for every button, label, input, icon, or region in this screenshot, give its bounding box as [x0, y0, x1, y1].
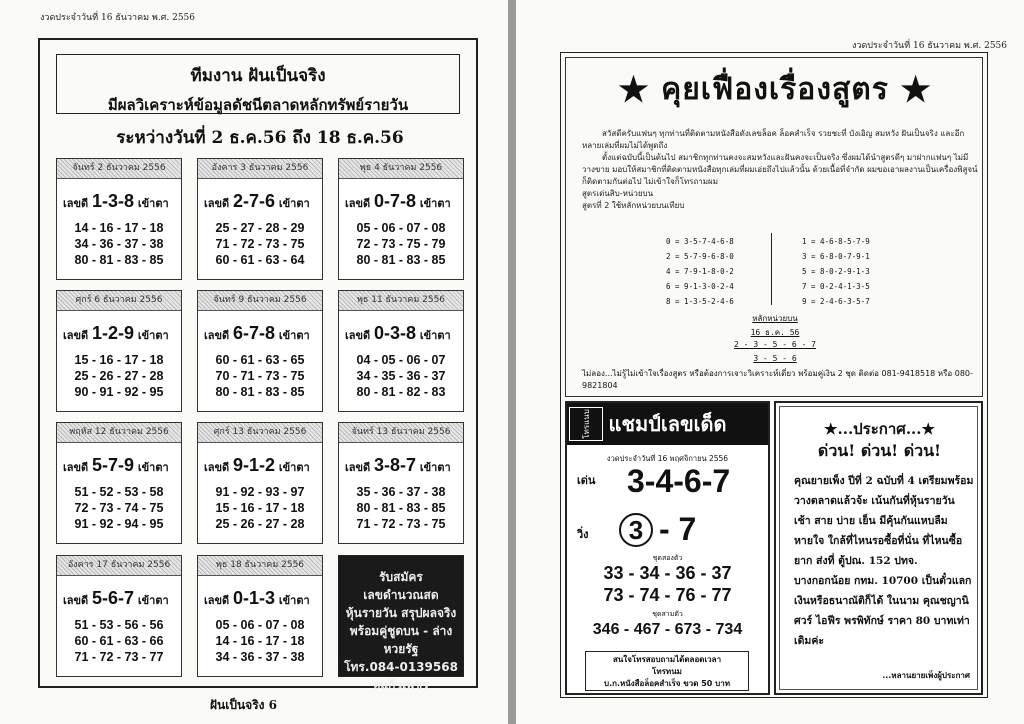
lead-prefix: เลขดี	[204, 594, 230, 607]
cell-date: พุธ 18 ธันวาคม 2556	[198, 556, 322, 576]
center-date: 16 ธ.ค. 56	[750, 328, 800, 337]
formula-row: 6 = 9-1-3-0-2-4	[666, 282, 734, 291]
lead-suffix: เข้าตา	[419, 329, 451, 342]
number-row: 34 - 35 - 36 - 37	[356, 369, 446, 383]
cell-lead	[63, 588, 181, 609]
formula-row: 5 = 8-0-2-9-1-3	[802, 267, 870, 276]
formula-row: 3 = 6-8-0-7-9-1	[802, 252, 870, 261]
number-row: 80 - 81 - 83 - 85	[356, 253, 446, 267]
two-digit-label: ชุดสองตัว	[652, 554, 683, 562]
lead-prefix: เลขดี	[63, 197, 89, 210]
lead-suffix: เข้าตา	[419, 461, 451, 474]
formula-divider	[771, 233, 772, 305]
number-row: 60 - 61 - 63 - 65	[215, 353, 305, 367]
contact-text: ไม่ลอง...ไม่รู้ไม่เข้าใจเรื่องสูตร หรือต้องการเจาะวิเคราะห์เดี่ยว พร้อมคู่เงิน 2 ชุด ติดต่อ 081-9418518 หรือ 080-9821804	[582, 369, 973, 390]
three-digit-row: 346 - 467 - 673 - 734	[592, 621, 743, 638]
announcement-inner	[779, 406, 978, 690]
number-row: 05 - 06 - 07 - 08	[215, 618, 305, 632]
cell-numbers	[57, 484, 181, 532]
lead-digits: 5-7-9	[92, 455, 135, 475]
cell-numbers	[57, 352, 181, 400]
number-row: 04 - 05 - 06 - 07	[356, 353, 446, 367]
two-digit-row-2: 73 - 74 - 76 - 77	[603, 585, 732, 605]
intro-text-1: สวัสดีครับแฟนๆ ทุกท่านที่ติดตามหนังสือดังเลขล็อค ล็อคสำเร็จ รวยชะที่ บังเอิญ สมหวัง ฝันเป็นจริง และอีกหลายเล่มที่ผมไม่ได้พูดถึง	[582, 129, 965, 150]
announcement-sign: ...หลานยายเพ็งผู้ประกาศ	[882, 671, 970, 680]
number-row: 34 - 36 - 37 - 38	[215, 650, 305, 664]
number-row: 51 - 53 - 56 - 56	[74, 618, 164, 632]
lead-prefix: เลขดี	[204, 197, 230, 210]
lead-digits: 0-7-8	[374, 191, 417, 211]
number-row: 15 - 16 - 17 - 18	[215, 501, 305, 515]
number-row: 72 - 73 - 75 - 79	[356, 237, 446, 251]
number-row: 51 - 52 - 53 - 58	[74, 485, 164, 499]
advert-box	[338, 555, 464, 692]
cell-numbers	[198, 617, 322, 665]
cell-date: จันทร์ 2 ธันวาคม 2556	[57, 159, 181, 179]
cell-lead	[63, 455, 181, 476]
star-icon: ★	[618, 70, 650, 110]
number-row: 80 - 81 - 82 - 83	[356, 385, 446, 399]
two-digit-row-1: 33 - 34 - 36 - 37	[603, 563, 732, 583]
prediction-cell	[56, 158, 182, 280]
number-row: 25 - 26 - 27 - 28	[74, 369, 164, 383]
champion-foot-2: โทรทนม	[652, 667, 682, 676]
lead-suffix: เข้าตา	[137, 461, 169, 474]
number-row: 34 - 36 - 37 - 38	[74, 237, 164, 251]
cell-numbers	[339, 220, 463, 268]
prediction-cell	[338, 422, 464, 544]
formula-name: สูตรเด่นสิบ-หน่วยบน	[582, 189, 654, 198]
champion-foot-1: สนใจโทรสอบถามได้ตลอดเวลา	[612, 655, 722, 664]
advert-line: เลขดำนวณสด	[363, 588, 439, 602]
number-row: 91 - 92 - 93 - 97	[215, 485, 305, 499]
right-frame	[560, 52, 988, 698]
advert-line: รับสมัคร	[379, 570, 423, 584]
lead-suffix: เข้าตา	[419, 197, 451, 210]
announcement-urgent: ด่วน! ด่วน! ด่วน!	[817, 441, 942, 460]
number-row: 80 - 81 - 83 - 85	[215, 385, 305, 399]
lead-digits: 0-1-3	[233, 588, 276, 608]
lead-prefix: เลขดี	[63, 461, 89, 474]
formula-title	[566, 66, 984, 113]
prediction-cell	[56, 555, 182, 677]
lead-prefix: เลขดี	[204, 329, 230, 342]
lead-prefix: เลขดี	[63, 329, 89, 342]
champion-ten-label: เด่น	[577, 474, 596, 487]
cell-numbers	[57, 220, 181, 268]
cell-numbers	[198, 220, 322, 268]
number-row: 25 - 26 - 27 - 28	[215, 517, 305, 531]
prediction-cell	[56, 290, 182, 412]
center-row-1: 2 - 3 - 5 - 6 - 7	[734, 340, 816, 349]
intro-text-2: ตั้งแต่ฉบับนี้เป็นต้นไป สมาชิกทุกท่านคงจะสมหวังและฝันคงจะเป็นจริง ซึ่งผมได้นำสูตรดีๆ มาฝากแฟนๆ ไม่มีวางขาย มอบให้สมาชิกที่ติดตามหนังสือทุกเล่มที่ผมเอ่ยถึงไปแล้วนั้น ด้วยเนื้อที่จำกัด ผมขอเอาผลงานเป็นเครื่องพิสูจน์ ก็ติดตามกันต่อไป ไม่เข้าใจก็โทรถามผม	[582, 153, 978, 186]
announcement-box	[774, 401, 983, 695]
lead-prefix: เลขดี	[345, 329, 371, 342]
champion-footer	[585, 651, 749, 691]
three-digit-label: ชุดสามตัว	[652, 610, 683, 618]
lead-suffix: เข้าตา	[278, 594, 310, 607]
formula-sub: สูตรที่ 2 ใช้หลักหน่วยบนเทียบ	[582, 201, 685, 210]
intro-paragraph	[582, 128, 978, 212]
champion-ten-value: 3-4-6-7	[627, 463, 731, 499]
advert-line: หวยรัฐ	[383, 642, 419, 656]
cell-date: อังคาร 3 ธันวาคม 2556	[198, 159, 322, 179]
number-row: 70 - 71 - 73 - 75	[215, 369, 305, 383]
team-title: ทีมงาน ฝันเป็นจริง	[190, 66, 326, 86]
lead-digits: 6-7-8	[233, 323, 276, 343]
lead-suffix: เข้าตา	[278, 329, 310, 342]
champion-title: แชมป์เลขเด็ด	[608, 412, 727, 436]
left-page	[0, 0, 508, 724]
lead-suffix: เข้าตา	[137, 594, 169, 607]
lead-suffix: เข้าตา	[278, 197, 310, 210]
cell-date: อังคาร 17 ธันวาคม 2556	[57, 556, 181, 576]
lead-digits: 1-3-8	[92, 191, 135, 211]
left-title-box	[56, 54, 460, 114]
champion-wing-circle: 3	[619, 513, 653, 547]
number-row: 90 - 91 - 92 - 95	[74, 385, 164, 399]
date-range: ระหว่างวันที่ 2 ธ.ค.56 ถึง 18 ธ.ค.56	[116, 128, 404, 148]
prediction-cell	[338, 290, 464, 412]
number-row: 60 - 61 - 63 - 64	[215, 253, 305, 267]
formula-section	[565, 57, 983, 397]
number-row: 80 - 81 - 83 - 85	[74, 253, 164, 267]
cell-lead	[204, 323, 322, 344]
formula-right-column	[802, 234, 870, 309]
prediction-cell	[197, 158, 323, 280]
formula-row: 8 = 1-3-5-2-4-6	[666, 297, 734, 306]
cell-date: ศุกร์ 13 ธันวาคม 2556	[198, 423, 322, 443]
star-icon: ★	[900, 70, 932, 110]
lead-prefix: เลขดี	[204, 461, 230, 474]
formula-row: 0 = 3-5-7-4-6-8	[666, 237, 734, 246]
left-footer: ฝันเป็นจริง 6	[210, 698, 278, 712]
lead-prefix: เลขดี	[345, 197, 371, 210]
lead-prefix: เลขดี	[345, 461, 371, 474]
analysis-title: มีผลวิเคราะห์ข้อมูลดัชนีตลาดหลักทรัพย์รายวัน	[107, 96, 409, 114]
number-row: 35 - 36 - 37 - 38	[356, 485, 446, 499]
champion-date: งวดประจำวันที่ 16 พฤศจิกายน 2556	[606, 454, 729, 463]
lead-digits: 5-6-7	[92, 588, 135, 608]
formula-row: 2 = 5-7-9-6-8-0	[666, 252, 734, 261]
number-row: 91 - 92 - 94 - 95	[74, 517, 164, 531]
cell-date: จันทร์ 9 ธันวาคม 2556	[198, 291, 322, 311]
left-date-line: งวดประจำวันที่ 16 ธันวาคม พ.ศ. 2556	[40, 13, 196, 23]
champion-foot-3: บ.ก.หนังสือล็อคสำเร็จ ขวด 50 บาท	[604, 679, 730, 688]
cell-date: จันทร์ 13 ธันวาคม 2556	[339, 423, 463, 443]
prediction-cell	[197, 290, 323, 412]
formula-row: 4 = 7-9-1-8-0-2	[666, 267, 734, 276]
lead-suffix: เข้าตา	[137, 329, 169, 342]
formula-row: 1 = 4-6-8-5-7-9	[802, 237, 870, 246]
lead-suffix: เข้าตา	[278, 461, 310, 474]
cell-lead	[345, 323, 463, 344]
center-label: หลักหน่วยบน	[752, 314, 798, 323]
formula-title-text: คุยเฟื่องเรื่องสูตร	[661, 72, 889, 107]
number-row: 15 - 16 - 17 - 18	[74, 353, 164, 367]
number-row: 60 - 61 - 63 - 66	[74, 634, 164, 648]
advert-line: อแก้วเพชร	[373, 678, 429, 692]
number-row: 25 - 27 - 28 - 29	[215, 221, 305, 235]
cell-lead	[345, 191, 463, 212]
announcement-body: คุณยายเพ็ง ปีที่ 2 ฉบับที่ 4 เตรียมพร้อมวางตลาดแล้วจ้ะ เน้นกันที่หุ้นรายวัน เช้า สาย บ่าย เย็น มีคุ้นกันแหบลืมหายใจ ใกล้ที่ไหนรอซื้อที่นั่น ที่ไหนซื้อยาก ส่งที่ ตู้ปณ. 152 ปทจ. บางกอกน้อย กทม. 10700 เป็นตั๋วแลกเงินหรือธนาณัติก็ได้ ในนาม คุณชญานิศวร์ ไอฟีร พรพิทักษ์ ราคา 80 บาทเท่าเดิมค่ะ	[794, 475, 974, 647]
left-frame	[38, 38, 478, 692]
cell-numbers	[339, 484, 463, 532]
announcement-title: ★...ประกาศ...★	[824, 420, 935, 438]
cell-date: ศุกร์ 6 ธันวาคม 2556	[57, 291, 181, 311]
champion-box	[565, 401, 770, 695]
prediction-cell	[197, 555, 323, 677]
cell-date: พุธ 11 ธันวาคม 2556	[339, 291, 463, 311]
cell-date: พุธ 4 ธันวาคม 2556	[339, 159, 463, 179]
advert-line: หุ้นรายวัน สรุปผลจริง	[345, 606, 457, 620]
prediction-cell	[197, 422, 323, 544]
number-row: 72 - 73 - 74 - 75	[74, 501, 164, 515]
lead-digits: 0-3-8	[374, 323, 417, 343]
number-row: 71 - 72 - 73 - 75	[356, 517, 446, 531]
formula-left-column	[666, 234, 734, 309]
lead-digits: 2-7-6	[233, 191, 276, 211]
cell-lead	[204, 455, 322, 476]
number-row: 14 - 16 - 17 - 18	[215, 634, 305, 648]
right-page	[516, 0, 1024, 724]
cell-lead	[345, 455, 463, 476]
center-row-2: 3 - 5 - 6	[753, 354, 797, 363]
prediction-cell	[56, 422, 182, 544]
number-row: 71 - 72 - 73 - 77	[74, 650, 164, 664]
formula-row: 9 = 2-4-6-3-5-7	[802, 297, 870, 306]
lead-digits: 1-2-9	[92, 323, 135, 343]
cell-lead	[204, 191, 322, 212]
cell-numbers	[57, 617, 181, 665]
cell-numbers	[339, 352, 463, 400]
cell-lead	[204, 588, 322, 609]
lead-digits: 9-1-2	[233, 455, 276, 475]
right-date-line: งวดประจำวันที่ 16 ธันวาคม พ.ศ. 2556	[852, 41, 1008, 51]
number-row: 14 - 16 - 17 - 18	[74, 221, 164, 235]
cell-lead	[63, 323, 181, 344]
number-row: 80 - 81 - 83 - 85	[356, 501, 446, 515]
lead-suffix: เข้าตา	[137, 197, 169, 210]
advert-line: พร้อมคู่ชูดบน - ล่าง	[349, 624, 453, 638]
advert-line: โทร.084-0139568	[344, 660, 458, 674]
cell-date: พฤหัส 12 ธันวาคม 2556	[57, 423, 181, 443]
lead-digits: 3-8-7	[374, 455, 417, 475]
cell-lead	[63, 191, 181, 212]
prediction-cell	[338, 158, 464, 280]
number-row: 05 - 06 - 07 - 08	[356, 221, 446, 235]
champion-wing-label: วิ่ง	[577, 528, 589, 541]
champion-wing-value: - 7	[659, 511, 697, 547]
champion-tag: โทรแนบ	[569, 407, 603, 441]
formula-row: 7 = 0-2-4-1-3-5	[802, 282, 870, 291]
cell-numbers	[198, 484, 322, 532]
cell-numbers	[198, 352, 322, 400]
number-row: 71 - 72 - 73 - 75	[215, 237, 305, 251]
lead-prefix: เลขดี	[63, 594, 89, 607]
